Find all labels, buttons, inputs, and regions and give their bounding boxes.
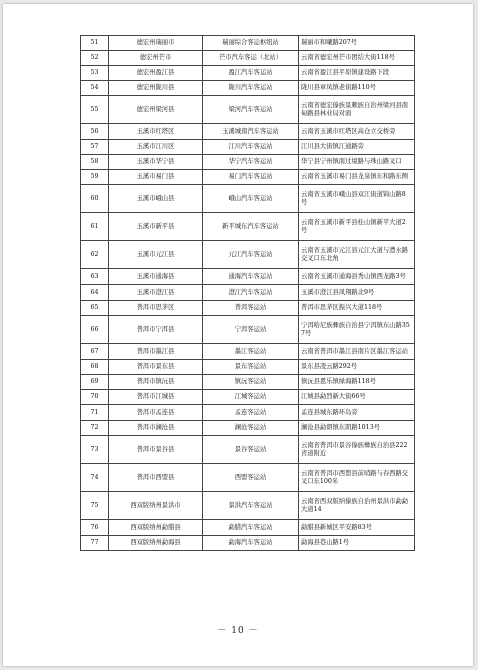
table-row [81,436,415,464]
station-name-cell: 元江汽车客运站 [203,241,299,269]
station-name-cell: 景洪汽车客运站 [203,492,299,520]
address-cell: 云南省玉溪市红塔区高仓立交桥旁 [299,124,415,140]
address-cell: 云南省普洱市西盟县前哨路与春西路交叉口东100米 [299,464,415,492]
table-row [81,390,415,405]
region-cell: 普洱市澜沧县 [109,421,203,436]
table-row [81,421,415,436]
row-number-cell: 71 [81,405,109,421]
station-name-cell: 陇川汽车客运站 [203,81,299,96]
address-cell: 云南省盈江县平原镇建设路下段 [299,66,415,81]
row-number-cell: 75 [81,492,109,520]
station-name-cell: 普洱客运站 [203,301,299,316]
table-row [81,360,415,375]
table-row [81,155,415,170]
row-number-cell: 58 [81,155,109,170]
row-number-cell: 56 [81,124,109,140]
address-cell: 云南省玉溪市元江县元江大道与澧水路交叉口东北角 [299,241,415,269]
table-row [81,464,415,492]
address-cell: 澜沧县勐朗镇东朗路1013号 [299,421,415,436]
table-row [81,241,415,269]
address-cell: 云南省玉溪市新平县桂山镇新平大道2号 [299,213,415,241]
table-row [81,66,415,81]
address-cell: 华宁县宁州镇南过境路与珠山路叉口 [299,155,415,170]
region-cell: 普洱市孟连县 [109,405,203,421]
table-row [81,301,415,316]
document-page [3,4,473,666]
page-number: － 10 － [217,626,259,636]
station-name-cell: 盈江汽车客运站 [203,66,299,81]
station-name-cell: 瑞丽综合客运枢纽站 [203,36,299,51]
region-cell: 玉溪市易门县 [109,170,203,185]
station-name-cell: 墨江客运站 [203,344,299,360]
table-row [81,170,415,185]
region-cell: 普洱市西盟县 [109,464,203,492]
address-cell: 云南省德宏州芒市团结大街118号 [299,51,415,66]
row-number-cell: 72 [81,421,109,436]
table-row [81,285,415,301]
region-cell: 普洱市思茅区 [109,301,203,316]
address-cell: 孟连县城东路环岛旁 [299,405,415,421]
station-name-cell: 勐腊汽车客运站 [203,520,299,536]
row-number-cell: 68 [81,360,109,375]
table-row [81,405,415,421]
region-cell: 普洱市墨江县 [109,344,203,360]
address-cell: 云南省玉溪市易门县龙泉镇东和路东侧 [299,170,415,185]
bus-station-table [80,35,415,551]
address-cell: 云南省德宏傣族景颇族自治州梁河县南甸路县林业局对面 [299,96,415,124]
region-cell: 玉溪市通海县 [109,269,203,285]
region-cell: 普洱市宁洱县 [109,316,203,344]
table-row [81,124,415,140]
row-number-cell: 53 [81,66,109,81]
row-number-cell: 74 [81,464,109,492]
table-row [81,140,415,155]
address-cell: 江川县大街镇江通路旁 [299,140,415,155]
region-cell: 玉溪市华宁县 [109,155,203,170]
station-name-cell: 江川汽车客运站 [203,140,299,155]
address-cell: 瑞丽市和曦路207号 [299,36,415,51]
row-number-cell: 62 [81,241,109,269]
table-row [81,316,415,344]
table-row [81,213,415,241]
address-cell: 景东县凌云路292号 [299,360,415,375]
table-row [81,36,415,51]
station-name-cell: 孟连客运站 [203,405,299,421]
address-cell: 云南省玉溪市通海县秀山镇西龙路3号 [299,269,415,285]
row-number-cell: 67 [81,344,109,360]
row-number-cell: 77 [81,536,109,551]
region-cell: 西双版纳州景洪市 [109,492,203,520]
table-row [81,344,415,360]
station-name-cell: 景谷客运站 [203,436,299,464]
row-number-cell: 51 [81,36,109,51]
address-cell: 陇川县章凤镇老街路110号 [299,81,415,96]
row-number-cell: 73 [81,436,109,464]
address-cell: 勐海县巷山路1号 [299,536,415,551]
station-name-cell: 景东客运站 [203,360,299,375]
station-name-cell: 峨山汽车客运站 [203,185,299,213]
station-name-cell: 江城客运站 [203,390,299,405]
table-row [81,96,415,124]
station-name-cell: 澜沧客运站 [203,421,299,436]
address-cell: 勐腊县新城区平安路83号 [299,520,415,536]
row-number-cell: 59 [81,170,109,185]
region-cell: 玉溪市江川区 [109,140,203,155]
station-name-cell: 易门汽车客运站 [203,170,299,185]
table-row [81,51,415,66]
address-cell: 云南省西双版纳傣族自治州景洪市勐勐大道14 [299,492,415,520]
region-cell: 普洱市江城县 [109,390,203,405]
station-name-cell: 梁河汽车客运站 [203,96,299,124]
row-number-cell: 69 [81,375,109,390]
table-row [81,492,415,520]
row-number-cell: 57 [81,140,109,155]
station-name-cell: 西盟客运站 [203,464,299,492]
row-number-cell: 65 [81,301,109,316]
station-name-cell: 华宁汽车客运站 [203,155,299,170]
table-row [81,375,415,390]
table-body [81,36,415,551]
address-cell: 云南省普洱市墨江县南片区墨江客运站 [299,344,415,360]
row-number-cell: 52 [81,51,109,66]
address-cell: 云南省普洱市景谷傣族彝族自治县222省道附近 [299,436,415,464]
address-cell: 宁洱哈尼族彝族自治县宁洱镇东山路357号 [299,316,415,344]
region-cell: 普洱市景东县 [109,360,203,375]
station-name-cell: 新平城东汽车客运站 [203,213,299,241]
station-name-cell: 宁洱客运站 [203,316,299,344]
region-cell: 普洱市镇沅县 [109,375,203,390]
region-cell: 玉溪市澄江县 [109,285,203,301]
region-cell: 西双版纳州勐海县 [109,536,203,551]
row-number-cell: 60 [81,185,109,213]
row-number-cell: 63 [81,269,109,285]
row-number-cell: 70 [81,390,109,405]
region-cell: 玉溪市峨山县 [109,185,203,213]
station-name-cell: 芒市汽车客运（北站） [203,51,299,66]
station-name-cell: 通海汽车客运站 [203,269,299,285]
region-cell: 玉溪市红塔区 [109,124,203,140]
region-cell: 德宏州瑞丽市 [109,36,203,51]
station-name-cell: 勐海汽车客运站 [203,536,299,551]
row-number-cell: 76 [81,520,109,536]
station-name-cell: 澄江汽车客运站 [203,285,299,301]
region-cell: 西双版纳州勐腊县 [109,520,203,536]
table-row [81,536,415,551]
table-row [81,269,415,285]
address-cell: 普洱市思茅区振兴大道118号 [299,301,415,316]
table-row [81,185,415,213]
station-name-cell: 玉溪城南汽车客运站 [203,124,299,140]
row-number-cell: 55 [81,96,109,124]
region-cell: 普洱市景谷县 [109,436,203,464]
row-number-cell: 54 [81,81,109,96]
address-cell: 镇沅县恩乐镇绿海路118号 [299,375,415,390]
region-cell: 玉溪市新平县 [109,213,203,241]
table-row [81,81,415,96]
region-cell: 德宏州陇川县 [109,81,203,96]
address-cell: 玉溪市澄江县凤翔路北9号 [299,285,415,301]
station-name-cell: 镇沅客运站 [203,375,299,390]
address-cell: 江城县勐烈新大街66号 [299,390,415,405]
region-cell: 德宏州芒市 [109,51,203,66]
row-number-cell: 66 [81,316,109,344]
row-number-cell: 64 [81,285,109,301]
table-row [81,520,415,536]
address-cell: 云南省玉溪市峨山县双江街道锦山路8号 [299,185,415,213]
region-cell: 玉溪市元江县 [109,241,203,269]
region-cell: 德宏州盈江县 [109,66,203,81]
row-number-cell: 61 [81,213,109,241]
region-cell: 德宏州梁河县 [109,96,203,124]
